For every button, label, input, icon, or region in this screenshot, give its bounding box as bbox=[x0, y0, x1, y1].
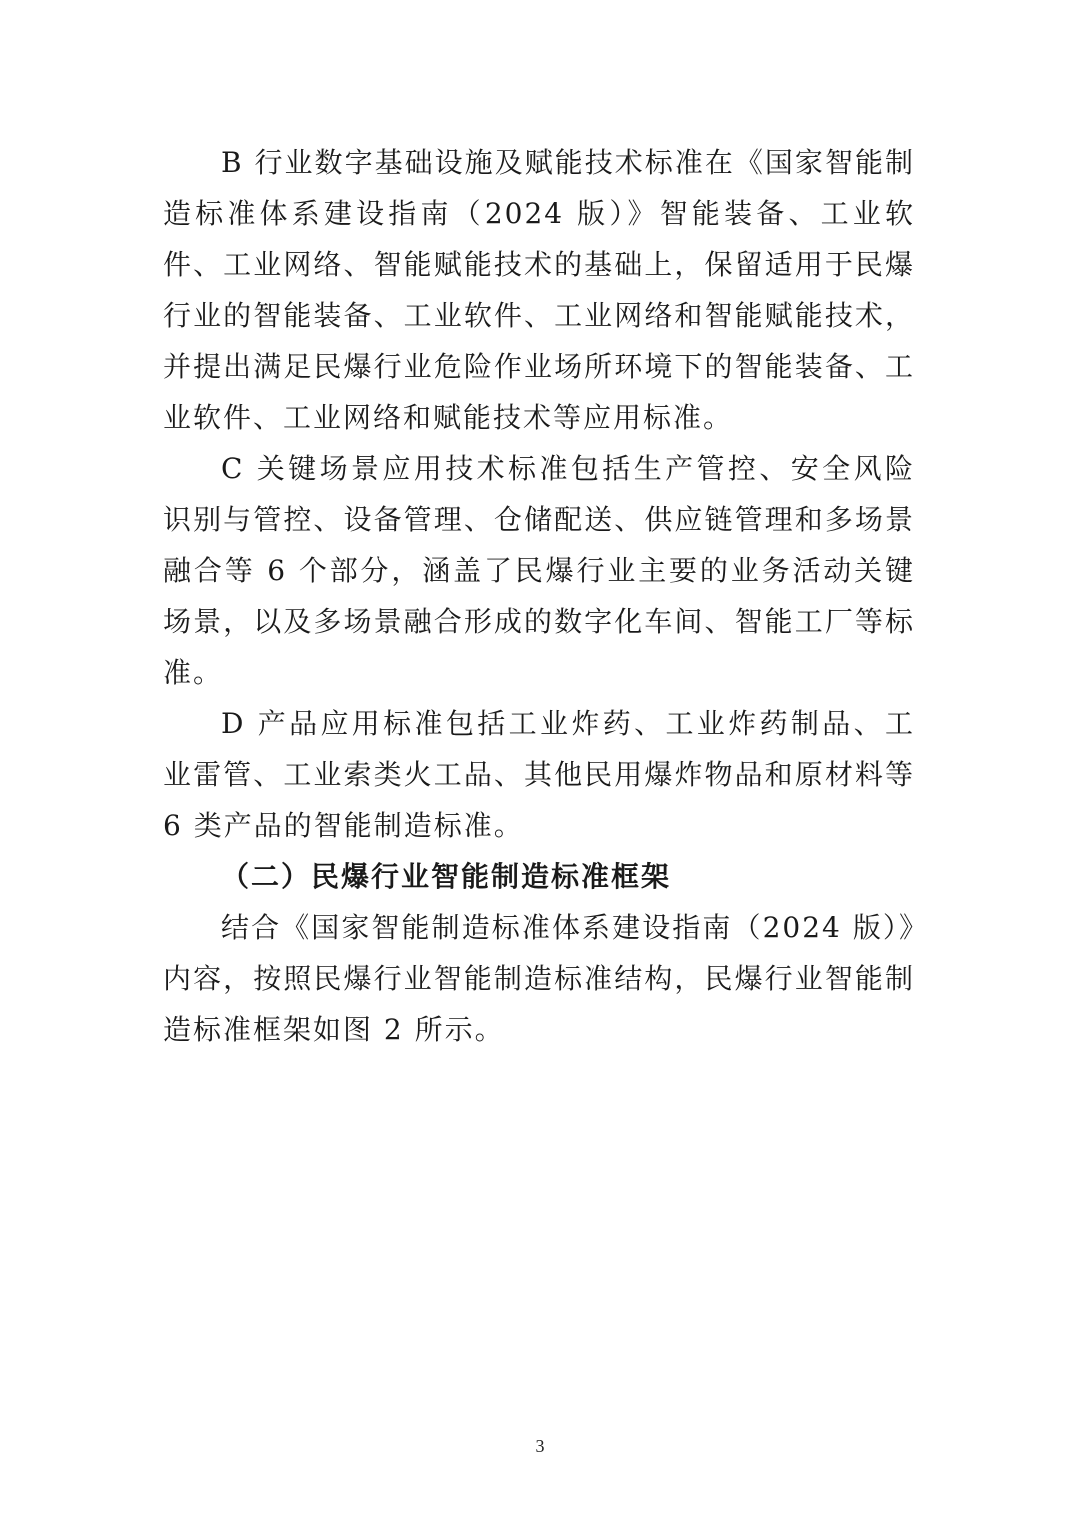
paragraph-d: D 产品应用标准包括工业炸药、工业炸药制品、工业雷管、工业索类火工品、其他民用爆炸物品和原材料等 6 类产品的智能制造标准。 bbox=[163, 707, 915, 842]
document-body bbox=[163, 137, 915, 1055]
page-number: 3 bbox=[535, 1436, 545, 1456]
paragraph-b: B 行业数字基础设施及赋能技术标准在《国家智能制造标准体系建设指南（2024 版）》智能装备、工业软件、工业网络、智能赋能技术的基础上，保留适用于民爆行业的智能装备、工业软件、工业网络和智能赋能技术，并提出满足民爆行业危险作业场所环境下的智能装备、工业软件、工业网络和赋能技术等应用标准。 bbox=[163, 146, 915, 434]
closing-paragraph: 结合《国家智能制造标准体系建设指南（2024 版）》内容，按照民爆行业智能制造标准结构，民爆行业智能制造标准框架如图 2 所示。 bbox=[163, 911, 915, 1046]
paragraph-c: C 关键场景应用技术标准包括生产管控、安全风险识别与管控、设备管理、仓储配送、供应链管理和多场景融合等 6 个部分，涵盖了民爆行业主要的业务活动关键场景，以及多场景融合形成的数字化车间、智能工厂等标准。 bbox=[163, 452, 915, 689]
section-heading: （二）民爆行业智能制造标准框架 bbox=[221, 860, 672, 893]
